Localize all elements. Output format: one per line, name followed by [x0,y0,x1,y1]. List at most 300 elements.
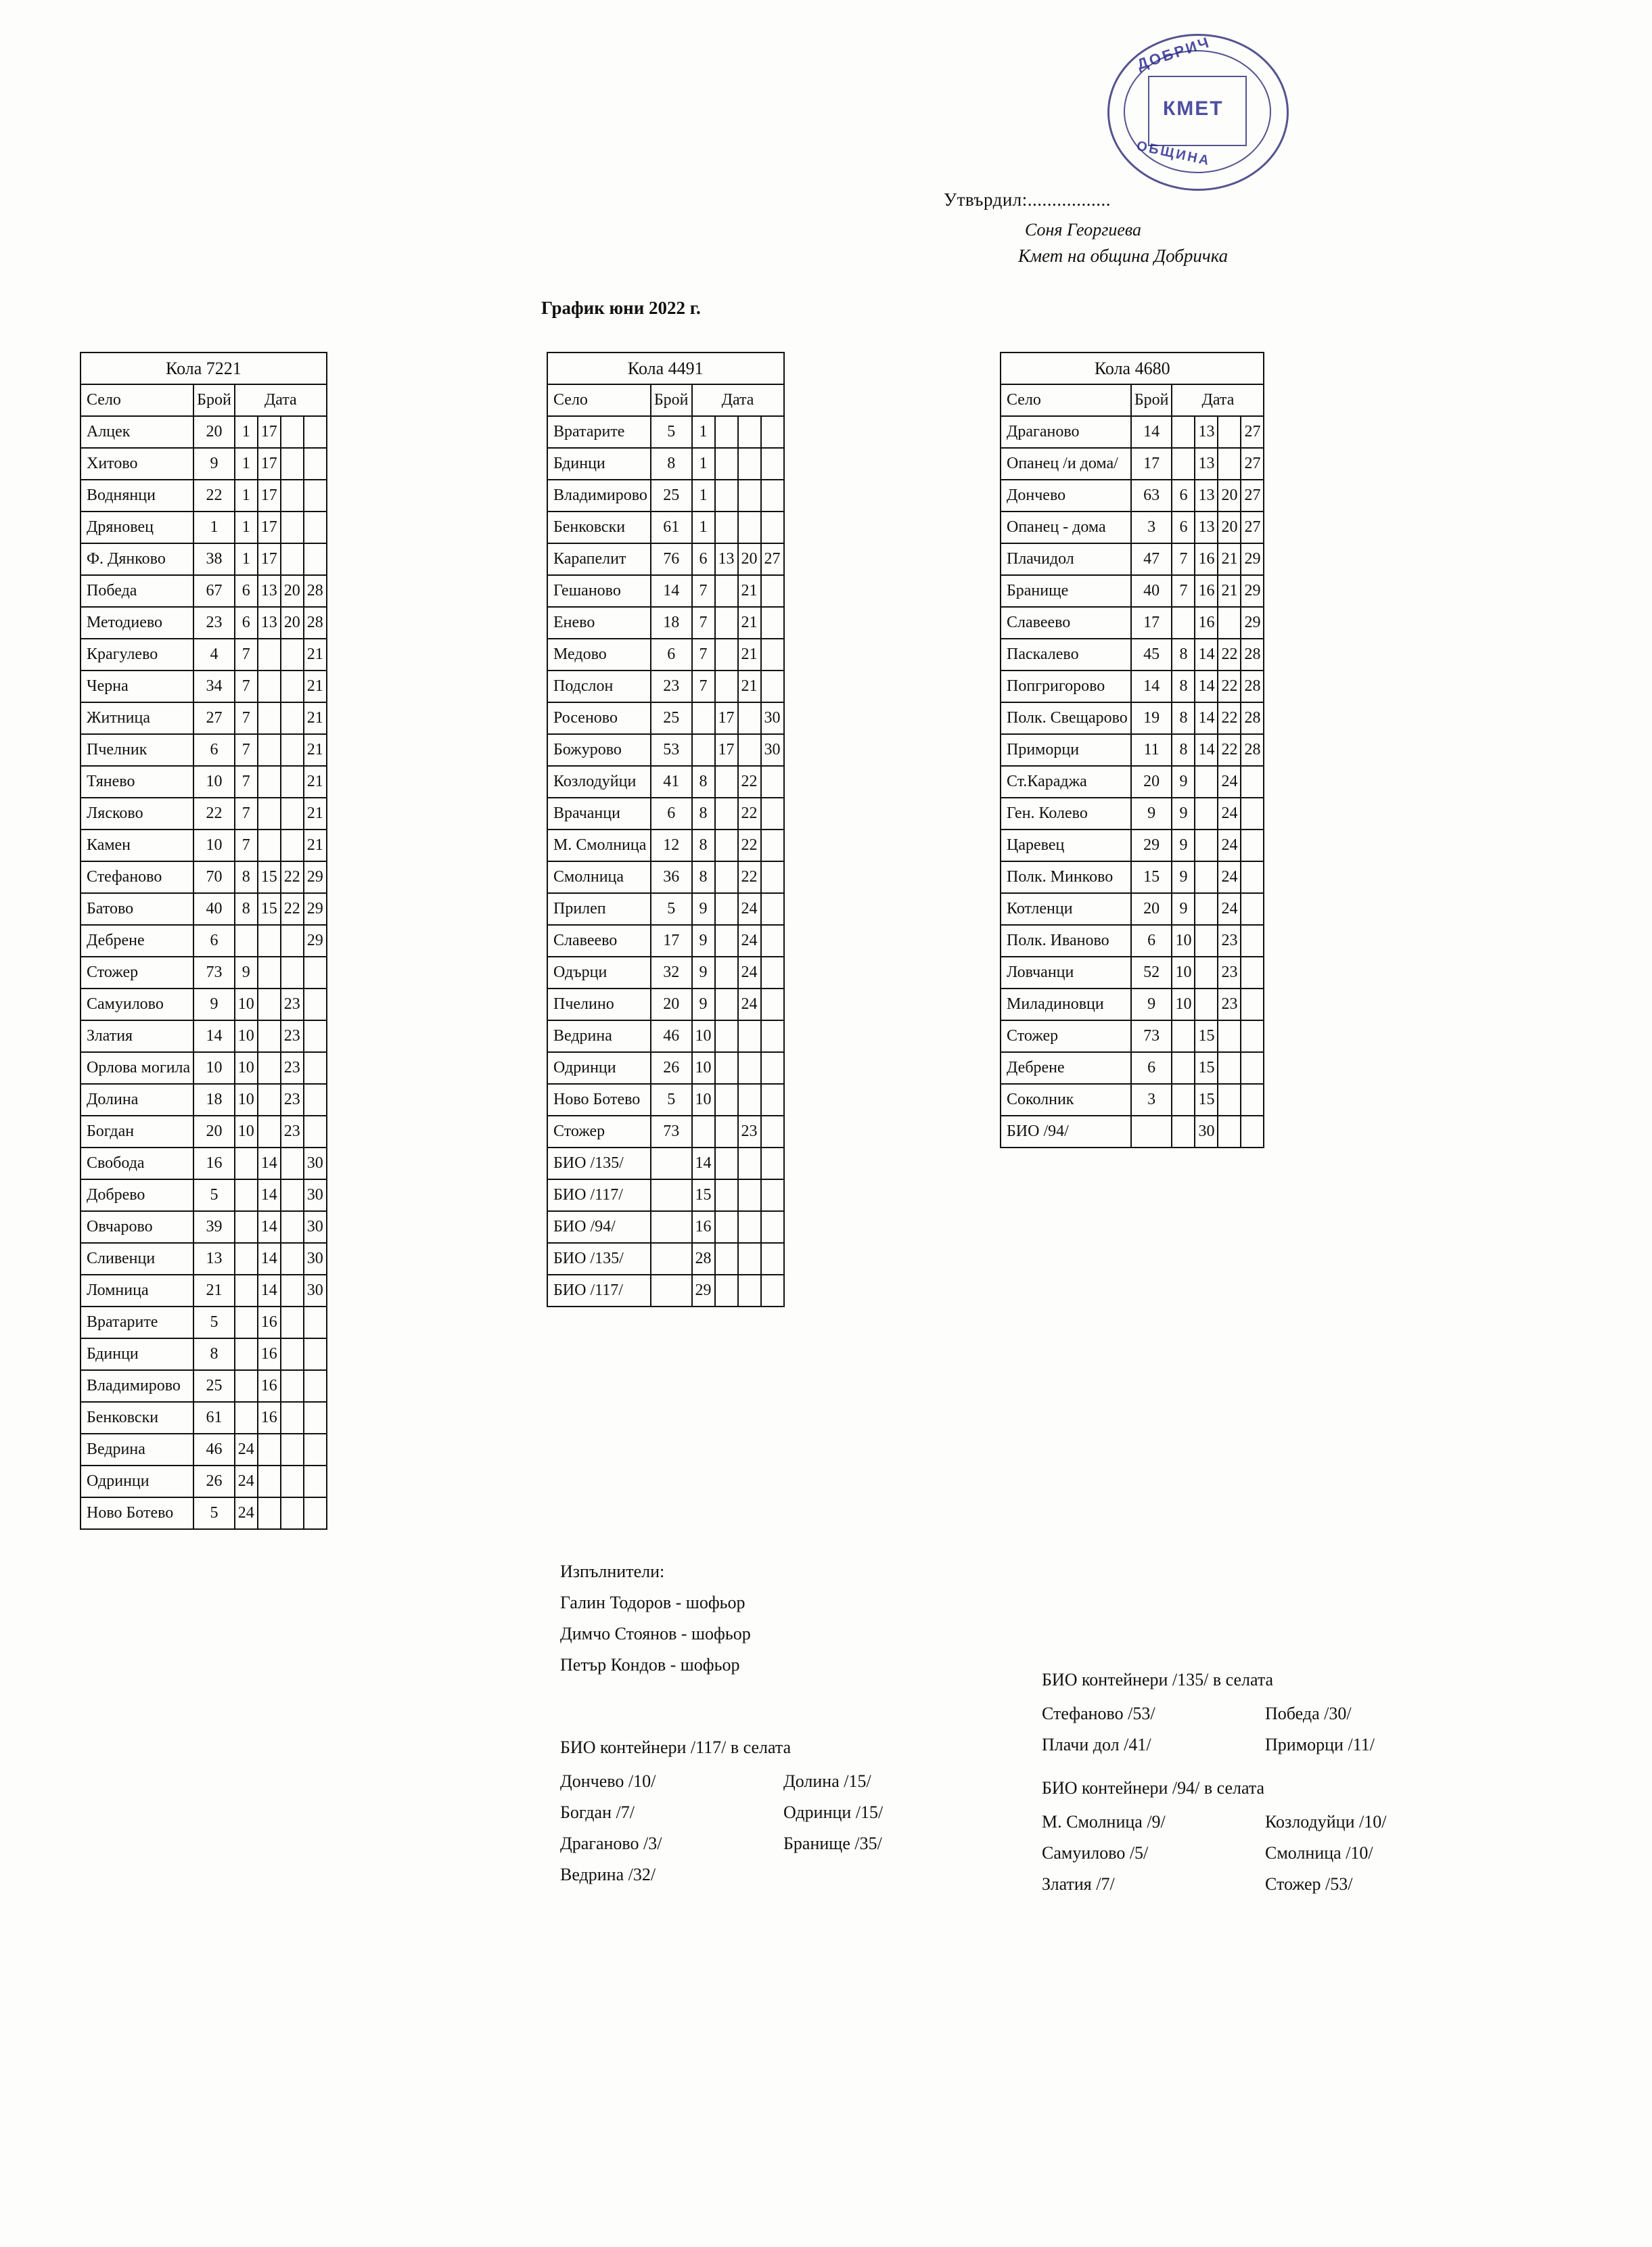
table-row [1001,416,1264,448]
village-name: Воднянци [81,480,193,512]
date-cell: 13 [258,575,281,607]
village-name: Опанец - дома [1001,512,1131,543]
date-cell [304,1307,327,1338]
table-row [81,1338,327,1370]
village-count [651,1243,692,1275]
village-name: Одърци [547,957,651,989]
date-cell: 22 [738,861,761,893]
table-row [1001,512,1264,543]
date-cell [692,1116,715,1148]
date-cell: 13 [1195,416,1218,448]
date-cell [281,925,304,957]
village-name: Попгригорово [1001,671,1131,702]
date-cell: 1 [692,448,715,480]
car-title: Кола 4491 [547,353,784,384]
table-row [547,766,784,798]
date-cell [281,480,304,512]
date-cell [281,1434,304,1466]
village-count: 6 [1131,1052,1172,1084]
date-cell: 28 [692,1243,715,1275]
date-cell [258,925,281,957]
date-cell [715,957,738,989]
table-row [81,1020,327,1052]
village-count: 9 [193,448,235,480]
date-cell: 13 [715,543,738,575]
village-count: 14 [1131,671,1172,702]
table-row [81,702,327,734]
bio-117-title: БИО контейнери /117/ в селата [560,1738,791,1757]
table-row [81,1497,327,1529]
table-row [547,989,784,1020]
date-cell [304,1466,327,1497]
village-count [651,1179,692,1211]
date-cell: 16 [258,1338,281,1370]
date-cell [281,639,304,671]
date-cell [738,1148,761,1179]
village-count: 9 [1131,798,1172,830]
table-row [81,989,327,1020]
table-row [547,1020,784,1052]
date-cell: 8 [692,830,715,861]
bio-117-item: Богдан /7/ [560,1802,635,1822]
date-cell [281,830,304,861]
village-count: 11 [1131,734,1172,766]
date-cell: 14 [1195,639,1218,671]
village-count: 5 [193,1497,235,1529]
date-cell: 24 [1218,766,1241,798]
village-name: Одринци [547,1052,651,1084]
date-cell: 22 [738,766,761,798]
village-count: 9 [1131,989,1172,1020]
village-name: Ст.Караджа [1001,766,1131,798]
date-cell [761,957,784,989]
table-row [547,1243,784,1275]
date-cell: 29 [1241,607,1264,639]
date-cell [304,957,327,989]
village-count: 8 [193,1338,235,1370]
column-header-village: Село [547,384,651,416]
village-count: 17 [1131,448,1172,480]
date-cell: 27 [761,543,784,575]
date-cell [281,1497,304,1529]
date-cell [761,671,784,702]
date-cell: 7 [235,702,258,734]
village-name: Енево [547,607,651,639]
village-count: 22 [193,480,235,512]
date-cell: 28 [1241,639,1264,671]
village-name: Опанец /и дома/ [1001,448,1131,480]
date-cell [715,1211,738,1243]
date-cell [258,639,281,671]
date-cell [281,766,304,798]
date-cell: 29 [304,893,327,925]
date-cell: 28 [1241,734,1264,766]
village-name: Стефаново [81,861,193,893]
date-cell [235,1307,258,1338]
date-cell [738,416,761,448]
table-row [547,1116,784,1148]
date-cell [304,1084,327,1116]
date-cell [1218,416,1241,448]
village-count: 13 [193,1243,235,1275]
village-name: Добрево [81,1179,193,1211]
date-cell [1195,861,1218,893]
car-title: Кола 7221 [81,353,327,384]
village-count: 22 [193,798,235,830]
date-cell [692,702,715,734]
table-row [547,893,784,925]
date-cell [258,957,281,989]
village-count: 16 [193,1148,235,1179]
date-cell [761,480,784,512]
table-row [81,1466,327,1497]
date-cell: 13 [1195,448,1218,480]
date-cell [281,512,304,543]
date-cell [235,1243,258,1275]
table-row [81,861,327,893]
village-name: Прилеп [547,893,651,925]
table-row [1001,1052,1264,1084]
date-cell: 7 [235,766,258,798]
date-cell [761,1052,784,1084]
date-cell [304,1338,327,1370]
date-cell [1172,607,1195,639]
date-cell [281,1211,304,1243]
village-name: Ломница [81,1275,193,1307]
date-cell: 24 [1218,861,1241,893]
date-cell [738,1243,761,1275]
table-row [81,1084,327,1116]
village-count: 5 [651,1084,692,1116]
village-count: 29 [1131,830,1172,861]
date-cell: 29 [692,1275,715,1307]
performer-item: Петър Кондов - шофьор [560,1655,740,1675]
date-cell: 9 [692,957,715,989]
date-cell: 10 [235,1084,258,1116]
village-count: 4 [193,639,235,671]
date-cell [304,416,327,448]
village-name: Самуилово [81,989,193,1020]
date-cell [715,1020,738,1052]
village-name: Орлова могила [81,1052,193,1084]
date-cell [1172,1084,1195,1116]
village-name: Росеново [547,702,651,734]
date-cell: 23 [281,989,304,1020]
date-cell: 21 [738,575,761,607]
village-count: 73 [1131,1020,1172,1052]
table-row [547,512,784,543]
date-cell [761,1211,784,1243]
village-count: 19 [1131,702,1172,734]
table-row [547,607,784,639]
date-cell: 13 [258,607,281,639]
date-cell: 28 [304,575,327,607]
performer-item: Димчо Стоянов - шофьор [560,1624,751,1643]
table-row [81,1243,327,1275]
date-cell: 14 [692,1148,715,1179]
date-cell [235,1211,258,1243]
date-cell [1195,893,1218,925]
date-cell: 10 [692,1052,715,1084]
date-cell: 24 [738,989,761,1020]
performers-title: Изпълнители: [560,1562,665,1581]
date-cell [715,798,738,830]
date-cell: 27 [1241,512,1264,543]
date-cell: 15 [1195,1020,1218,1052]
bio-94-item: Смолница /10/ [1265,1843,1373,1863]
date-cell: 1 [692,416,715,448]
date-cell: 10 [1172,989,1195,1020]
date-cell [715,1084,738,1116]
table-row [81,1370,327,1402]
date-cell: 30 [1195,1116,1218,1148]
column-header-village: Село [81,384,193,416]
village-count: 61 [193,1402,235,1434]
date-cell: 21 [738,639,761,671]
approval-block [944,189,1390,267]
table-row [81,1052,327,1084]
date-cell [304,512,327,543]
column-header-count: Брой [193,384,235,416]
date-cell [1241,766,1264,798]
date-cell [281,543,304,575]
date-cell [715,989,738,1020]
table-row [547,448,784,480]
date-cell: 7 [692,639,715,671]
date-cell: 9 [235,957,258,989]
table-row [547,575,784,607]
table-row [1001,1020,1264,1052]
date-cell: 9 [1172,798,1195,830]
village-count: 25 [651,480,692,512]
schedule-table [1000,352,1264,1148]
column-header-village: Село [1001,384,1131,416]
date-cell: 10 [1172,925,1195,957]
date-cell: 16 [1195,575,1218,607]
date-cell: 20 [281,607,304,639]
date-cell [281,1243,304,1275]
table-row [81,1116,327,1148]
village-name: Одринци [81,1466,193,1497]
village-count: 6 [651,798,692,830]
table-row [81,448,327,480]
village-count: 46 [651,1020,692,1052]
date-cell: 14 [1195,702,1218,734]
date-cell: 27 [1241,416,1264,448]
date-cell [715,1243,738,1275]
date-cell: 24 [235,1466,258,1497]
table-row [1001,448,1264,480]
date-cell [304,448,327,480]
village-count [651,1275,692,1307]
village-count: 36 [651,861,692,893]
date-cell [281,734,304,766]
page-title: График юни 2022 г. [541,298,701,318]
date-cell: 9 [1172,830,1195,861]
date-cell [715,607,738,639]
village-name: Драганово [1001,416,1131,448]
village-name: БИО /117/ [547,1275,651,1307]
date-cell: 6 [692,543,715,575]
date-cell: 21 [304,798,327,830]
date-cell [761,1020,784,1052]
date-cell: 30 [761,702,784,734]
date-cell: 10 [235,1020,258,1052]
date-cell [715,480,738,512]
date-cell [761,893,784,925]
bio-135-item: Приморци /11/ [1265,1735,1375,1754]
bio-135-item: Плачи дол /41/ [1042,1735,1151,1754]
date-cell [715,1052,738,1084]
table-row [547,1148,784,1179]
date-cell: 23 [1218,989,1241,1020]
village-count: 1 [193,512,235,543]
date-cell [281,1466,304,1497]
date-cell [258,1434,281,1466]
date-cell [304,1020,327,1052]
date-cell [235,1402,258,1434]
date-cell: 24 [738,925,761,957]
village-name: Котленци [1001,893,1131,925]
date-cell: 30 [304,1243,327,1275]
village-name: Карапелит [547,543,651,575]
date-cell: 14 [258,1275,281,1307]
village-name: Славеево [1001,607,1131,639]
table-car-4680 [1000,352,1264,1148]
date-cell [761,861,784,893]
table-row [81,575,327,607]
village-name: Победа [81,575,193,607]
table-row [547,416,784,448]
date-cell [761,607,784,639]
village-name: Хитово [81,448,193,480]
date-cell [761,512,784,543]
date-cell [281,1275,304,1307]
village-name: Овчарово [81,1211,193,1243]
date-cell [761,1179,784,1211]
date-cell [281,798,304,830]
village-count: 25 [651,702,692,734]
date-cell [715,1148,738,1179]
date-cell: 21 [304,671,327,702]
date-cell: 14 [1195,734,1218,766]
date-cell [281,1179,304,1211]
date-cell [281,957,304,989]
bio-135-block [1042,1664,1488,1761]
date-cell: 23 [1218,957,1241,989]
village-count: 21 [193,1275,235,1307]
date-cell: 28 [304,607,327,639]
village-count: 73 [651,1116,692,1148]
table-row [81,830,327,861]
date-cell: 24 [738,957,761,989]
date-cell: 30 [304,1275,327,1307]
date-cell: 10 [235,1052,258,1084]
date-cell [738,448,761,480]
village-count: 46 [193,1434,235,1466]
date-cell [738,1275,761,1307]
table-row [547,480,784,512]
date-cell [1241,957,1264,989]
village-count: 26 [651,1052,692,1084]
date-cell [715,448,738,480]
village-name: Тянево [81,766,193,798]
date-cell: 14 [258,1211,281,1243]
date-cell: 7 [235,734,258,766]
village-name: Владимирово [81,1370,193,1402]
table-row [81,957,327,989]
date-cell [761,416,784,448]
date-cell: 21 [304,702,327,734]
date-cell: 8 [1172,702,1195,734]
village-count: 14 [193,1020,235,1052]
date-cell [1241,830,1264,861]
date-cell: 8 [1172,734,1195,766]
table-row [547,830,784,861]
village-count: 32 [651,957,692,989]
table-row [81,1211,327,1243]
date-cell [761,448,784,480]
village-count: 40 [193,893,235,925]
village-count: 10 [193,830,235,861]
village-name: Крагулево [81,639,193,671]
date-cell: 8 [692,798,715,830]
date-cell: 23 [281,1084,304,1116]
date-cell [1241,861,1264,893]
column-header-dates: Дата [692,384,784,416]
village-name: БИО /94/ [547,1211,651,1243]
date-cell: 20 [1218,480,1241,512]
date-cell: 21 [1218,543,1241,575]
village-count: 3 [1131,1084,1172,1116]
date-cell: 8 [1172,671,1195,702]
table-row [1001,671,1264,702]
village-count: 5 [651,416,692,448]
date-cell: 6 [235,575,258,607]
village-count: 14 [651,575,692,607]
date-cell: 28 [1241,702,1264,734]
date-cell: 22 [1218,734,1241,766]
date-cell [761,1148,784,1179]
date-cell: 14 [258,1179,281,1211]
date-cell: 15 [1195,1084,1218,1116]
date-cell [1195,957,1218,989]
date-cell [304,1402,327,1434]
table-row [1001,607,1264,639]
date-cell [1218,1052,1241,1084]
table-row [81,543,327,575]
date-cell: 9 [692,925,715,957]
date-cell [235,1148,258,1179]
table-row [547,702,784,734]
village-name: Ловчанци [1001,957,1131,989]
date-cell: 16 [258,1402,281,1434]
date-cell: 24 [235,1497,258,1529]
village-count: 20 [1131,766,1172,798]
table-row [81,798,327,830]
date-cell: 22 [281,861,304,893]
date-cell [738,1211,761,1243]
date-cell [258,830,281,861]
table-row [81,607,327,639]
village-name: Стожер [1001,1020,1131,1052]
table-row [547,734,784,766]
date-cell [715,925,738,957]
village-name: Медово [547,639,651,671]
table-row [547,957,784,989]
table-row [81,1402,327,1434]
table-row [547,1275,784,1307]
